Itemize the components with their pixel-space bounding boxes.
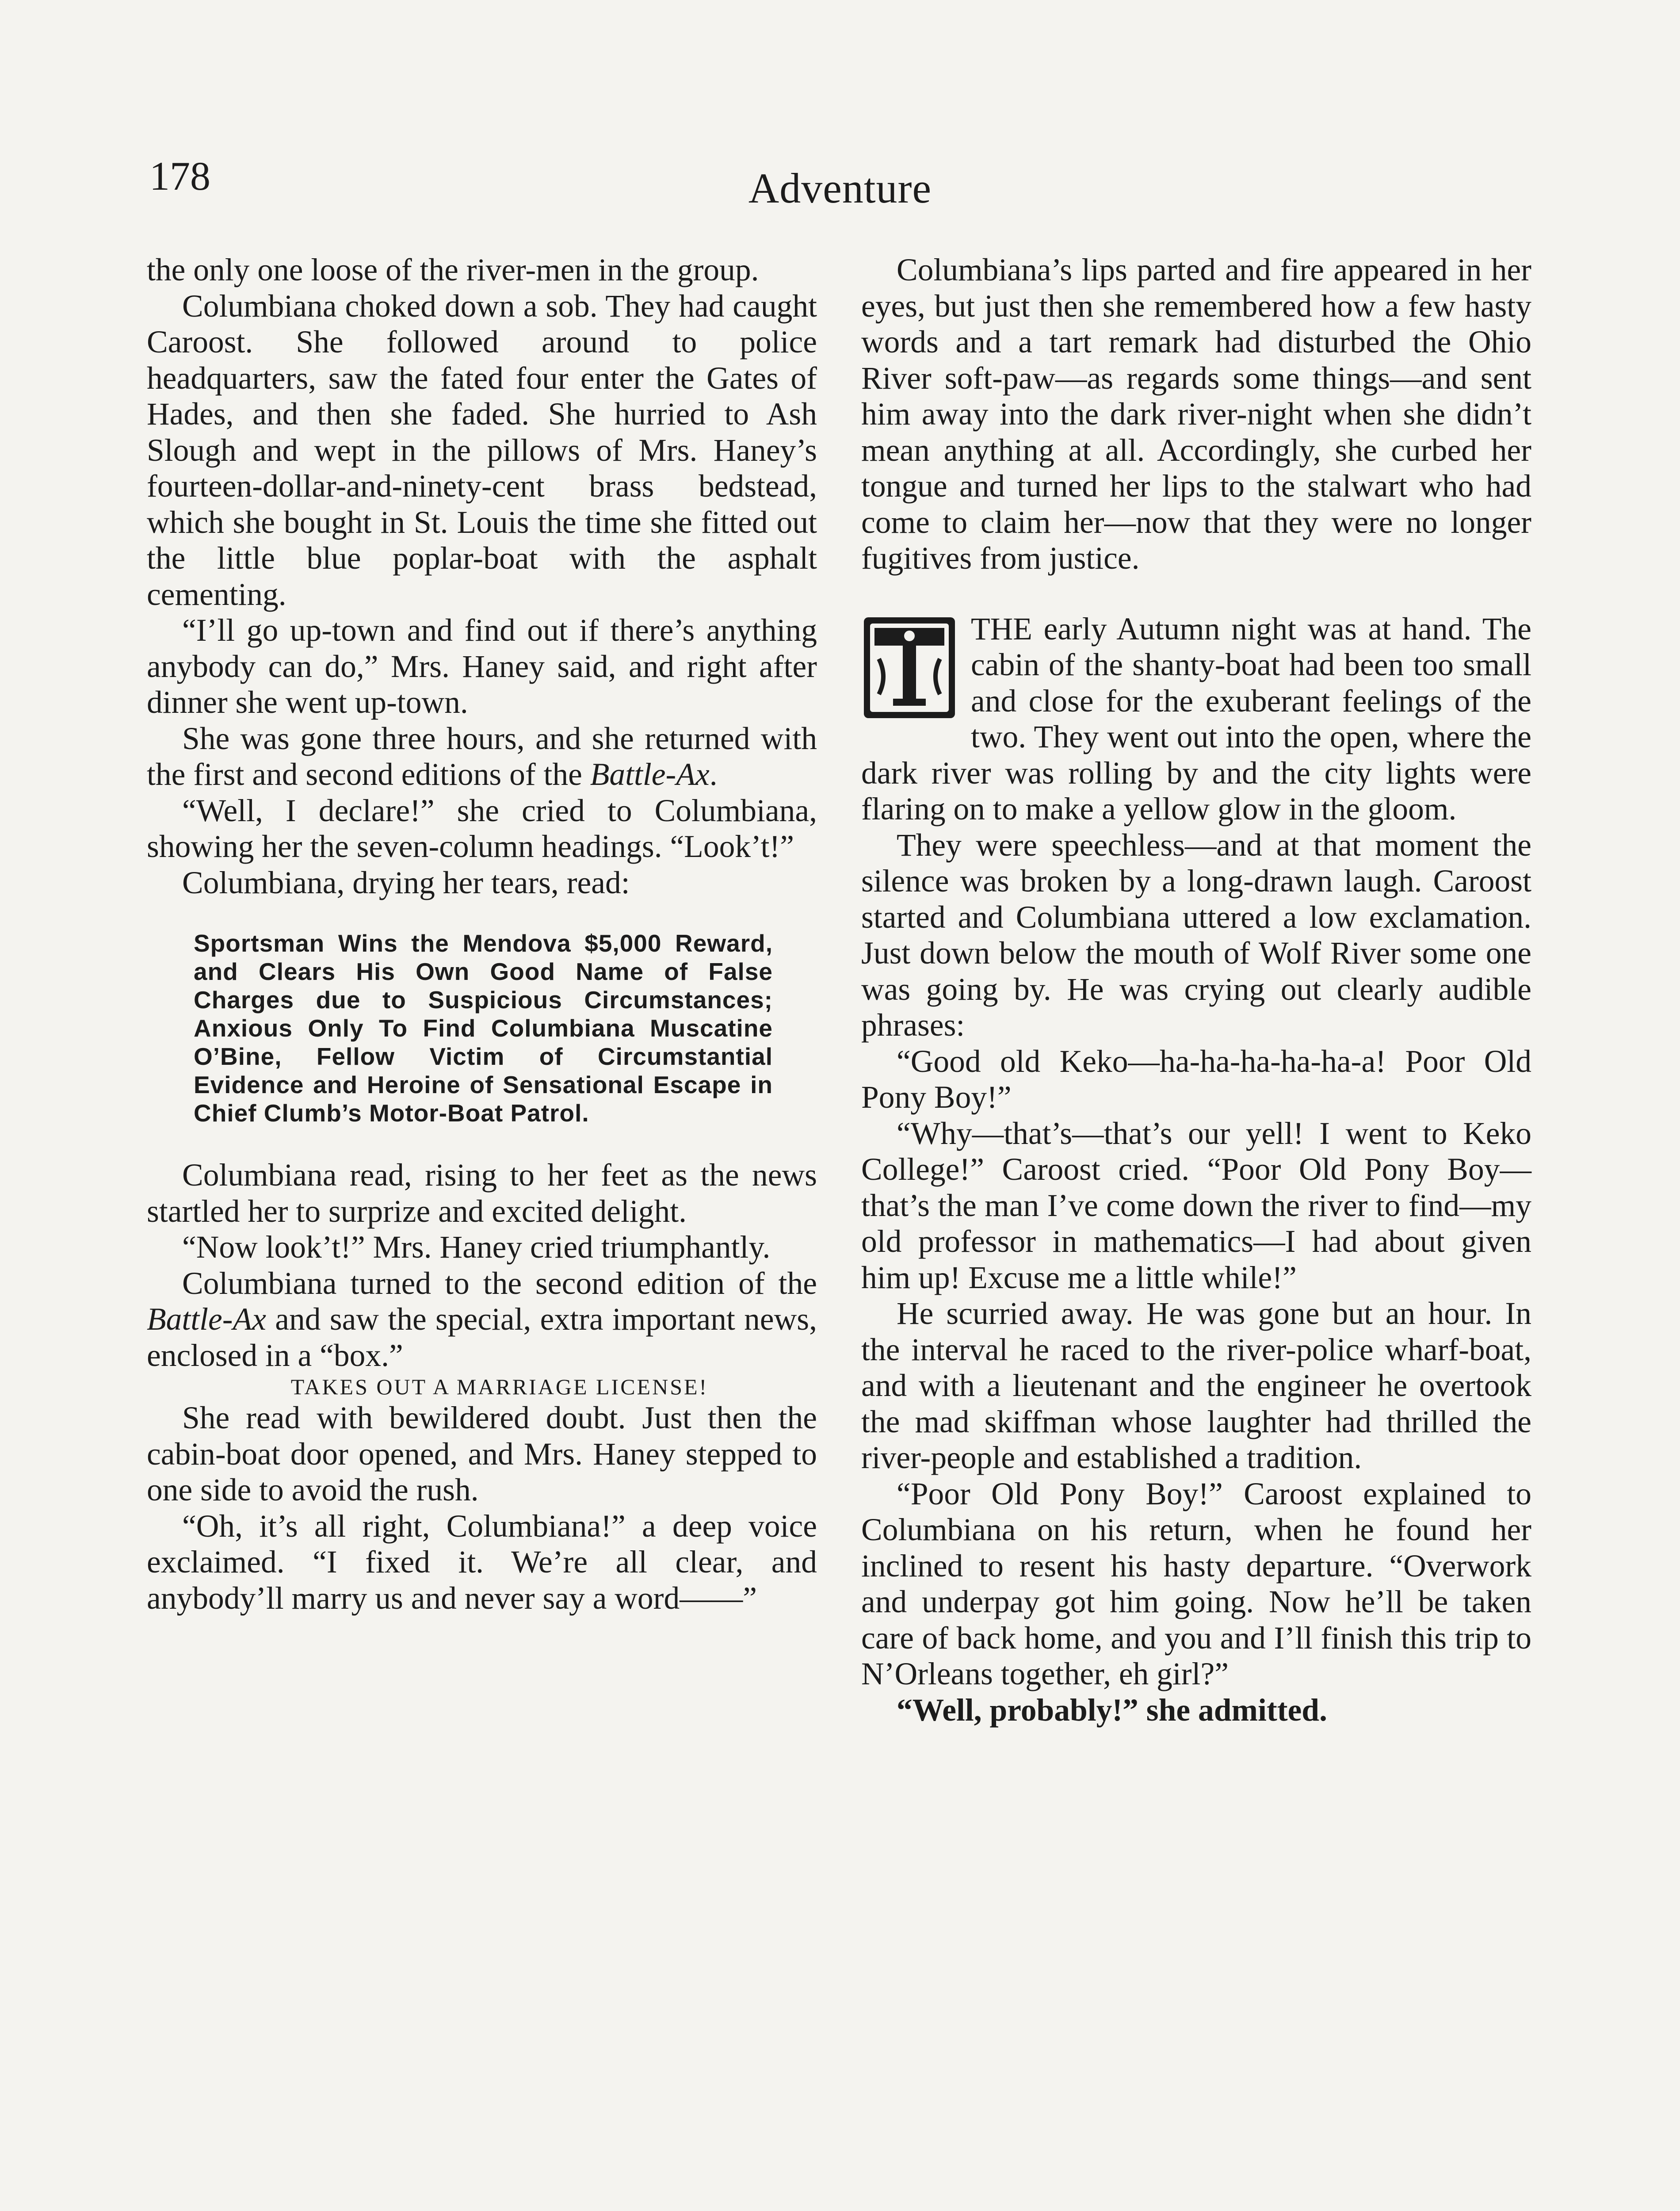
paragraph: Columbiana choked down a sob. They had caught Caroost. She followed around to police headquarters, saw the fated four enter the Gates of Hades, and then she faded. She hurried to Ash Slough and wept in the pillows of Mrs. Haney’s fourteen-dollar-and-ninety-cent brass bedstead, which she bought in St. Louis the time she fitted out the little blue poplar-boat with the asphalt cementing. bbox=[147, 288, 817, 612]
paragraph: “Now look’t!” Mrs. Haney cried triumphantly. bbox=[182, 1230, 771, 1265]
newspaper-headline: Sportsman Wins the Mendova $5,000 Reward, and Clears His Own Good Name of False Charges due to Suspicious Circumstances; Anxious Only To Find Columbiana Muscatine O’Bine, Fellow Victim of Circumstantial Evidence and Heroine of Sensational Escape in Chief Clumb’s Motor-Boat Patrol. bbox=[194, 930, 773, 1127]
left-column bbox=[147, 252, 817, 1616]
paragraph: “Oh, it’s all right, Columbiana!” a deep voice exclaimed. “I fixed it. We’re all clear, and anybody’ll marry us and never say a word——” bbox=[147, 1508, 817, 1616]
paragraph-text: . bbox=[709, 757, 718, 792]
newspaper-name: Battle-Ax bbox=[590, 757, 710, 792]
paragraph: She read with bewildered doubt. Just then the cabin-boat door opened, and Mrs. Haney stepped to one side to avoid the rush. bbox=[147, 1400, 817, 1507]
paragraph bbox=[147, 1266, 817, 1374]
paragraph bbox=[147, 721, 817, 793]
paragraph-with-initial bbox=[861, 611, 1531, 827]
paragraph: “Well, probably!” she admitted. bbox=[897, 1692, 1327, 1728]
paragraph: “Why—that’s—that’s our yell! I went to Keko College!” Caroost cried. “Poor Old Pony Boy—that’s the man I’ve come down the river to find—my old professor in mathematics—I had about given him up! Excuse me a little while!” bbox=[861, 1116, 1531, 1295]
running-head: Adventure bbox=[748, 164, 932, 212]
paragraph-text: Columbiana turned to the second edition of the bbox=[182, 1266, 817, 1301]
paragraph: Columbiana’s lips parted and fire appeared in her eyes, but just then she remembered how a few hasty words and a tart remark had disturbed the Ohio River soft-paw—as regards some things—and sent him away into the dark river-night when she didn’t mean anything at all. Accordingly, she curbed her tongue and turned her lips to the stalwart who had come to claim her—now that they were no longer fugitives from justice. bbox=[861, 252, 1531, 576]
page-number: 178 bbox=[149, 153, 210, 199]
right-column bbox=[861, 252, 1531, 1728]
paragraph: “Well, I declare!” she cried to Columbiana, showing her the seven-column headings. “Look’t!” bbox=[147, 793, 817, 864]
paragraph: “Poor Old Pony Boy!” Caroost explained to Columbiana on his return, when he found her inclined to resent his hasty departure. “Overwork and underpay got him going. Now he’ll be taken care of back home, and you and I’ll finish this trip to N’Orleans together, eh girl?” bbox=[861, 1476, 1531, 1691]
paragraph: They were speechless—and at that moment the silence was broken by a long-drawn laugh. Caroost started and Columbiana uttered a low exclamation. Just down below the mouth of Wolf River some one was going by. He was crying out clearly audible phrases: bbox=[861, 827, 1531, 1043]
paragraph: “Good old Keko—ha-ha-ha-ha-ha-a! Poor Old Pony Boy!” bbox=[861, 1044, 1531, 1115]
paragraph: the only one loose of the river-men in the group. bbox=[147, 252, 759, 287]
paragraph: He scurried away. He was gone but an hour. In the interval he raced to the river-police wharf-boat, and with a lieutenant and the engineer he overtook the mad skiffman whose laughter had thrilled the river-people and established a tradition. bbox=[861, 1296, 1531, 1475]
ornamental-initial-t-icon bbox=[861, 615, 958, 721]
paragraph-text: THE early Autumn night was at hand. The cabin of the shanty-boat had been too small and close for the exuberant feelings of the two. They went out into the open, where the dark river was rolling by and the city lights were flaring on to make a yellow glow in the gloom. bbox=[861, 611, 1531, 826]
box-headline: TAKES OUT A MARRIAGE LICENSE! bbox=[290, 1374, 709, 1399]
newspaper-name: Battle-Ax bbox=[147, 1302, 266, 1337]
paragraph-text: and saw the special, extra important news, enclosed in a “box.” bbox=[147, 1302, 817, 1373]
paragraph: Columbiana, drying her tears, read: bbox=[182, 865, 630, 900]
paragraph: Columbiana read, rising to her feet as the news startled her to surprize and excited delight. bbox=[147, 1158, 817, 1229]
paragraph-text: She was gone three hours, and she returned with the first and second editions of the bbox=[147, 721, 817, 792]
paragraph: “I’ll go up-town and find out if there’s anything anybody can do,” Mrs. Haney said, and right after dinner she went up-town. bbox=[147, 613, 817, 720]
